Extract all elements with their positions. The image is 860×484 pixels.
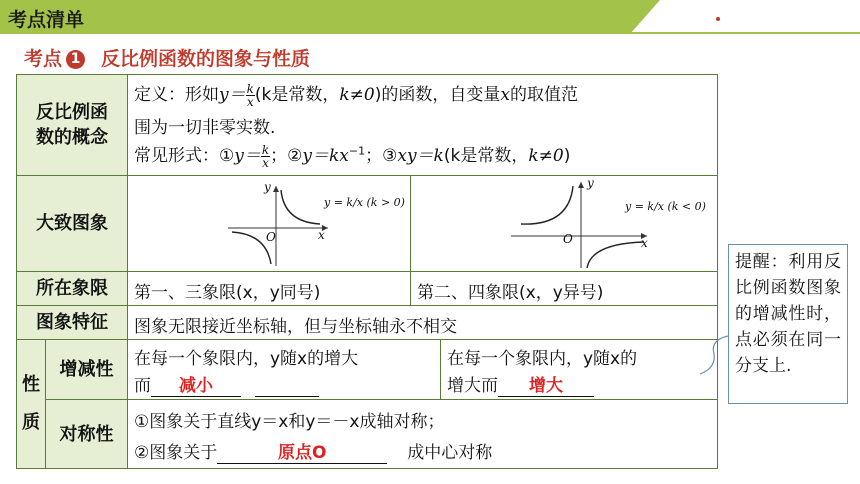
monotonic-left-line1: 在每一个象限内，y随x的增大: [134, 349, 359, 369]
decor-dot: [716, 17, 720, 21]
answer-decrease: 减小: [151, 371, 241, 397]
header-banner: [0, 0, 860, 34]
monotonic-left: [127, 339, 441, 400]
monotonic-left-line2: 而 减小: [134, 371, 319, 397]
quadrant-negative-text: 第二、四象限(x，y异号): [417, 283, 604, 303]
graph-negative-x-label: x: [641, 236, 648, 250]
answer-origin: 原点O: [217, 438, 387, 464]
definition-line-2: 围为一切非零实数.: [134, 118, 276, 138]
reminder-note: 提醒：利用反比例函数图象的增减性时，点必须在同一分支上.: [728, 244, 848, 404]
definition-line: 定义：形如y＝ $\frac{k}{x}$ (k是常数，k≠0)的函数，自变量x的取值范: [134, 81, 578, 109]
concept-label: 反比例函数的概念: [16, 74, 128, 176]
graph-negative-formula: y = k/x (k < 0): [625, 200, 706, 213]
header-title: 考点清单: [8, 9, 85, 31]
graph-label: 大致图象: [16, 175, 128, 272]
graph-negative-origin: O: [563, 232, 573, 246]
quadrant-positive: [127, 271, 411, 306]
graph-positive-x-label: x: [318, 228, 325, 242]
symmetry-content: [127, 399, 718, 469]
symmetry-line1: ①图象关于直线y＝x和y＝－x成轴对称；: [134, 412, 445, 432]
property-label: 性质: [16, 339, 46, 469]
concept-content: [127, 74, 718, 176]
section-title: [24, 44, 310, 71]
graph-positive-k: [127, 175, 411, 272]
section-name: 反比例函数的图象与性质: [101, 48, 311, 70]
section-number: 1: [66, 50, 85, 69]
graph-negative-y-label: y: [587, 176, 594, 190]
graph-positive-formula: y = k/x (k > 0): [324, 196, 405, 209]
feature-label: 图象特征: [16, 305, 128, 340]
feature-content: [127, 305, 718, 340]
monotonic-right-line2: 增大而 增大: [447, 371, 594, 397]
common-forms: 常见形式：①y＝ $\frac{k}{x}$ ；$②y=kx^{-1}$；③xy＝k(k是常数，k≠0): [134, 142, 571, 170]
monotonic-right-line1: 在每一个象限内，y随x的: [447, 349, 638, 369]
section-prefix: 考点: [24, 48, 63, 70]
feature-text: 图象无限接近坐标轴，但与坐标轴永不相交: [134, 317, 457, 337]
note-connector: [696, 330, 732, 380]
answer-increase: 增大: [498, 371, 594, 397]
symmetry-line2: ②图象关于 原点O 成中心对称: [134, 438, 492, 464]
quadrant-positive-text: 第一、三象限(x，y同号): [134, 283, 321, 303]
graph-negative-k: [410, 175, 718, 272]
banner-shape: [0, 0, 860, 34]
monotonic-label: 增减性: [45, 339, 128, 400]
quadrant-negative: [410, 271, 718, 306]
monotonic-right: [440, 339, 718, 400]
quadrant-label: 所在象限: [16, 271, 128, 306]
graph-positive-y-label: y: [264, 180, 271, 194]
graph-positive-origin: O: [266, 230, 276, 244]
graph-negative-svg: [411, 176, 717, 271]
symmetry-label: 对称性: [45, 399, 128, 469]
